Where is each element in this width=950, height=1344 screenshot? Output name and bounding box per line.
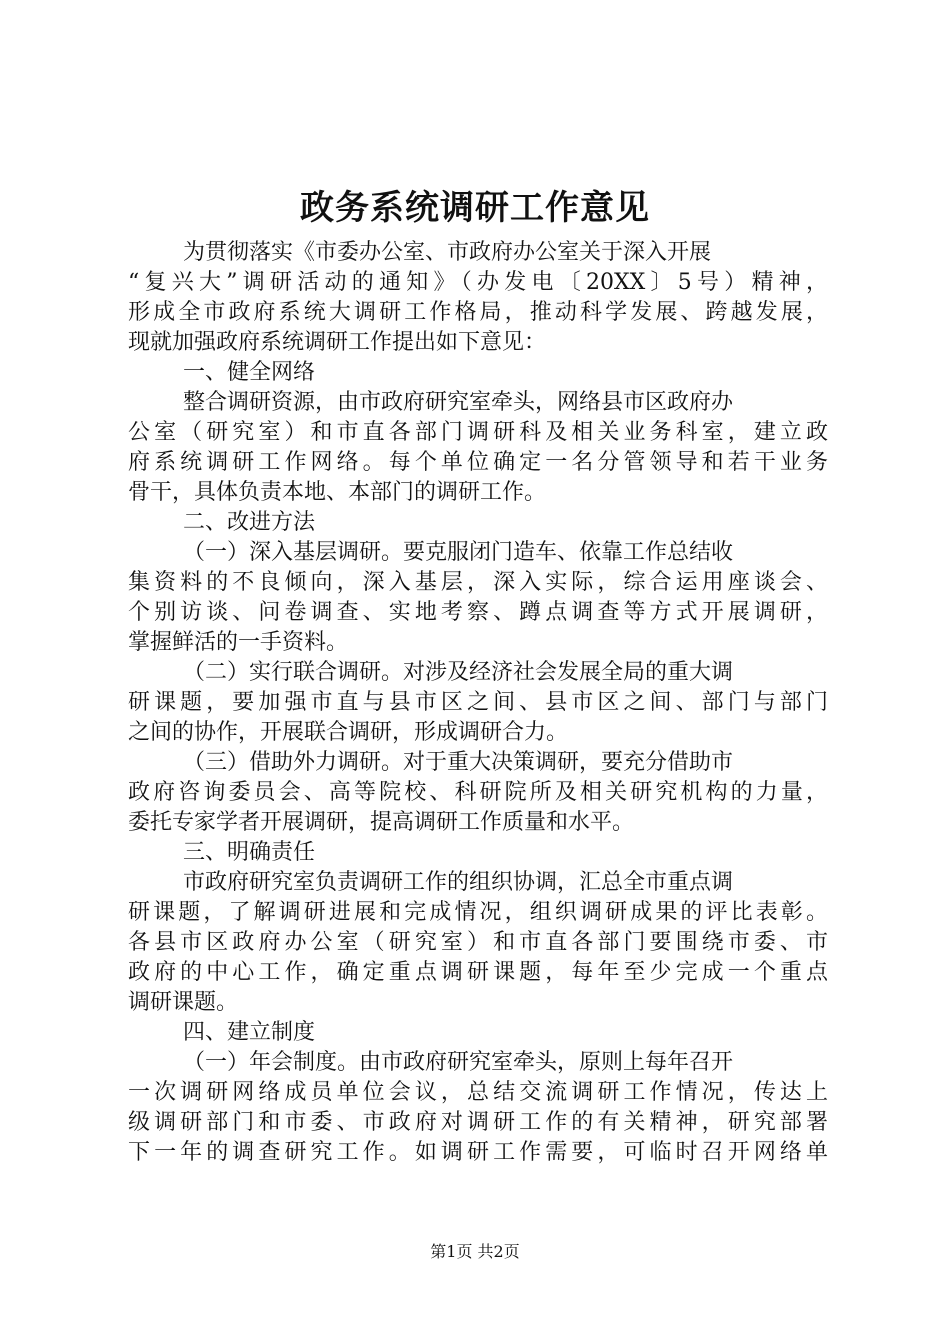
document-body [128, 238, 828, 1168]
page-footer: 第1页 共2页 [430, 1242, 520, 1261]
paragraph-line: 形成全市政府系统大调研工作格局，推动科学发展、跨越发展， [128, 300, 828, 325]
paragraph-line: 各县市区政府办公室（研究室）和市直各部门要围绕市委、市 [128, 930, 828, 955]
paragraph-line: 之间的协作，开展联合调研，形成调研合力。 [128, 720, 569, 745]
section-heading: 四、建立制度 [183, 1020, 316, 1045]
paragraph-line: 一次调研网络成员单位会议，总结交流调研工作情况，传达上 [128, 1080, 828, 1105]
paragraph-line: 府系统调研工作网络。每个单位确定一名分管领导和若干业务 [128, 450, 828, 475]
paragraph-line: 骨干，具体负责本地、本部门的调研工作。 [128, 480, 547, 505]
paragraph-line: （一）年会制度。由市政府研究室牵头，原则上每年召开 [183, 1050, 734, 1075]
paragraph-line: 市政府研究室负责调研工作的组织协调，汇总全市重点调 [183, 870, 734, 895]
paragraph-line: （一）深入基层调研。要克服闭门造车、依靠工作总结收 [183, 540, 734, 565]
paragraph-line: 级调研部门和市委、市政府对调研工作的有关精神，研究部署 [128, 1110, 828, 1135]
document-title: 政务系统调研工作意见 [300, 188, 650, 228]
paragraph-line: 政府的中心工作，确定重点调研课题，每年至少完成一个重点 [128, 960, 828, 985]
paragraph-line: 公室（研究室）和市直各部门调研科及相关业务科室，建立政 [128, 420, 828, 445]
paragraph-line: （二）实行联合调研。对涉及经济社会发展全局的重大调 [183, 660, 734, 685]
paragraph-line: 现就加强政府系统调研工作提出如下意见： [128, 330, 547, 355]
paragraph-line: 委托专家学者开展调研，提高调研工作质量和水平。 [128, 810, 635, 835]
paragraph-line: （三）借助外力调研。对于重大决策调研，要充分借助市 [183, 750, 734, 775]
paragraph-line: 个别访谈、问卷调查、实地考察、蹲点调查等方式开展调研， [128, 600, 828, 625]
paragraph-line: 研课题，了解调研进展和完成情况，组织调研成果的评比表彰。 [128, 900, 828, 925]
section-heading: 二、改进方法 [183, 510, 316, 535]
paragraph-line: 调研课题。 [128, 990, 239, 1015]
paragraph-line: 下一年的调查研究工作。如调研工作需要，可临时召开网络单 [128, 1140, 828, 1165]
paragraph-line: 集资料的不良倾向，深入基层，深入实际，综合运用座谈会、 [128, 570, 828, 595]
paragraph-line: 掌握鲜活的一手资料。 [128, 630, 349, 655]
paragraph-line: 整合调研资源，由市政府研究室牵头，网络县市区政府办 [183, 390, 734, 415]
paragraph-line: 政府咨询委员会、高等院校、科研院所及相关研究机构的力量， [128, 780, 828, 805]
section-heading: 一、健全网络 [183, 360, 316, 385]
paragraph-line: 研课题，要加强市直与县市区之间、县市区之间、部门与部门 [128, 690, 828, 715]
paragraph-line: 为贯彻落实《市委办公室、市政府办公室关于深入开展 [183, 240, 712, 265]
section-heading: 三、明确责任 [183, 840, 316, 865]
paragraph-line: “复兴大”调研活动的通知》（办发电〔20XX〕5号）精神， [128, 270, 828, 295]
